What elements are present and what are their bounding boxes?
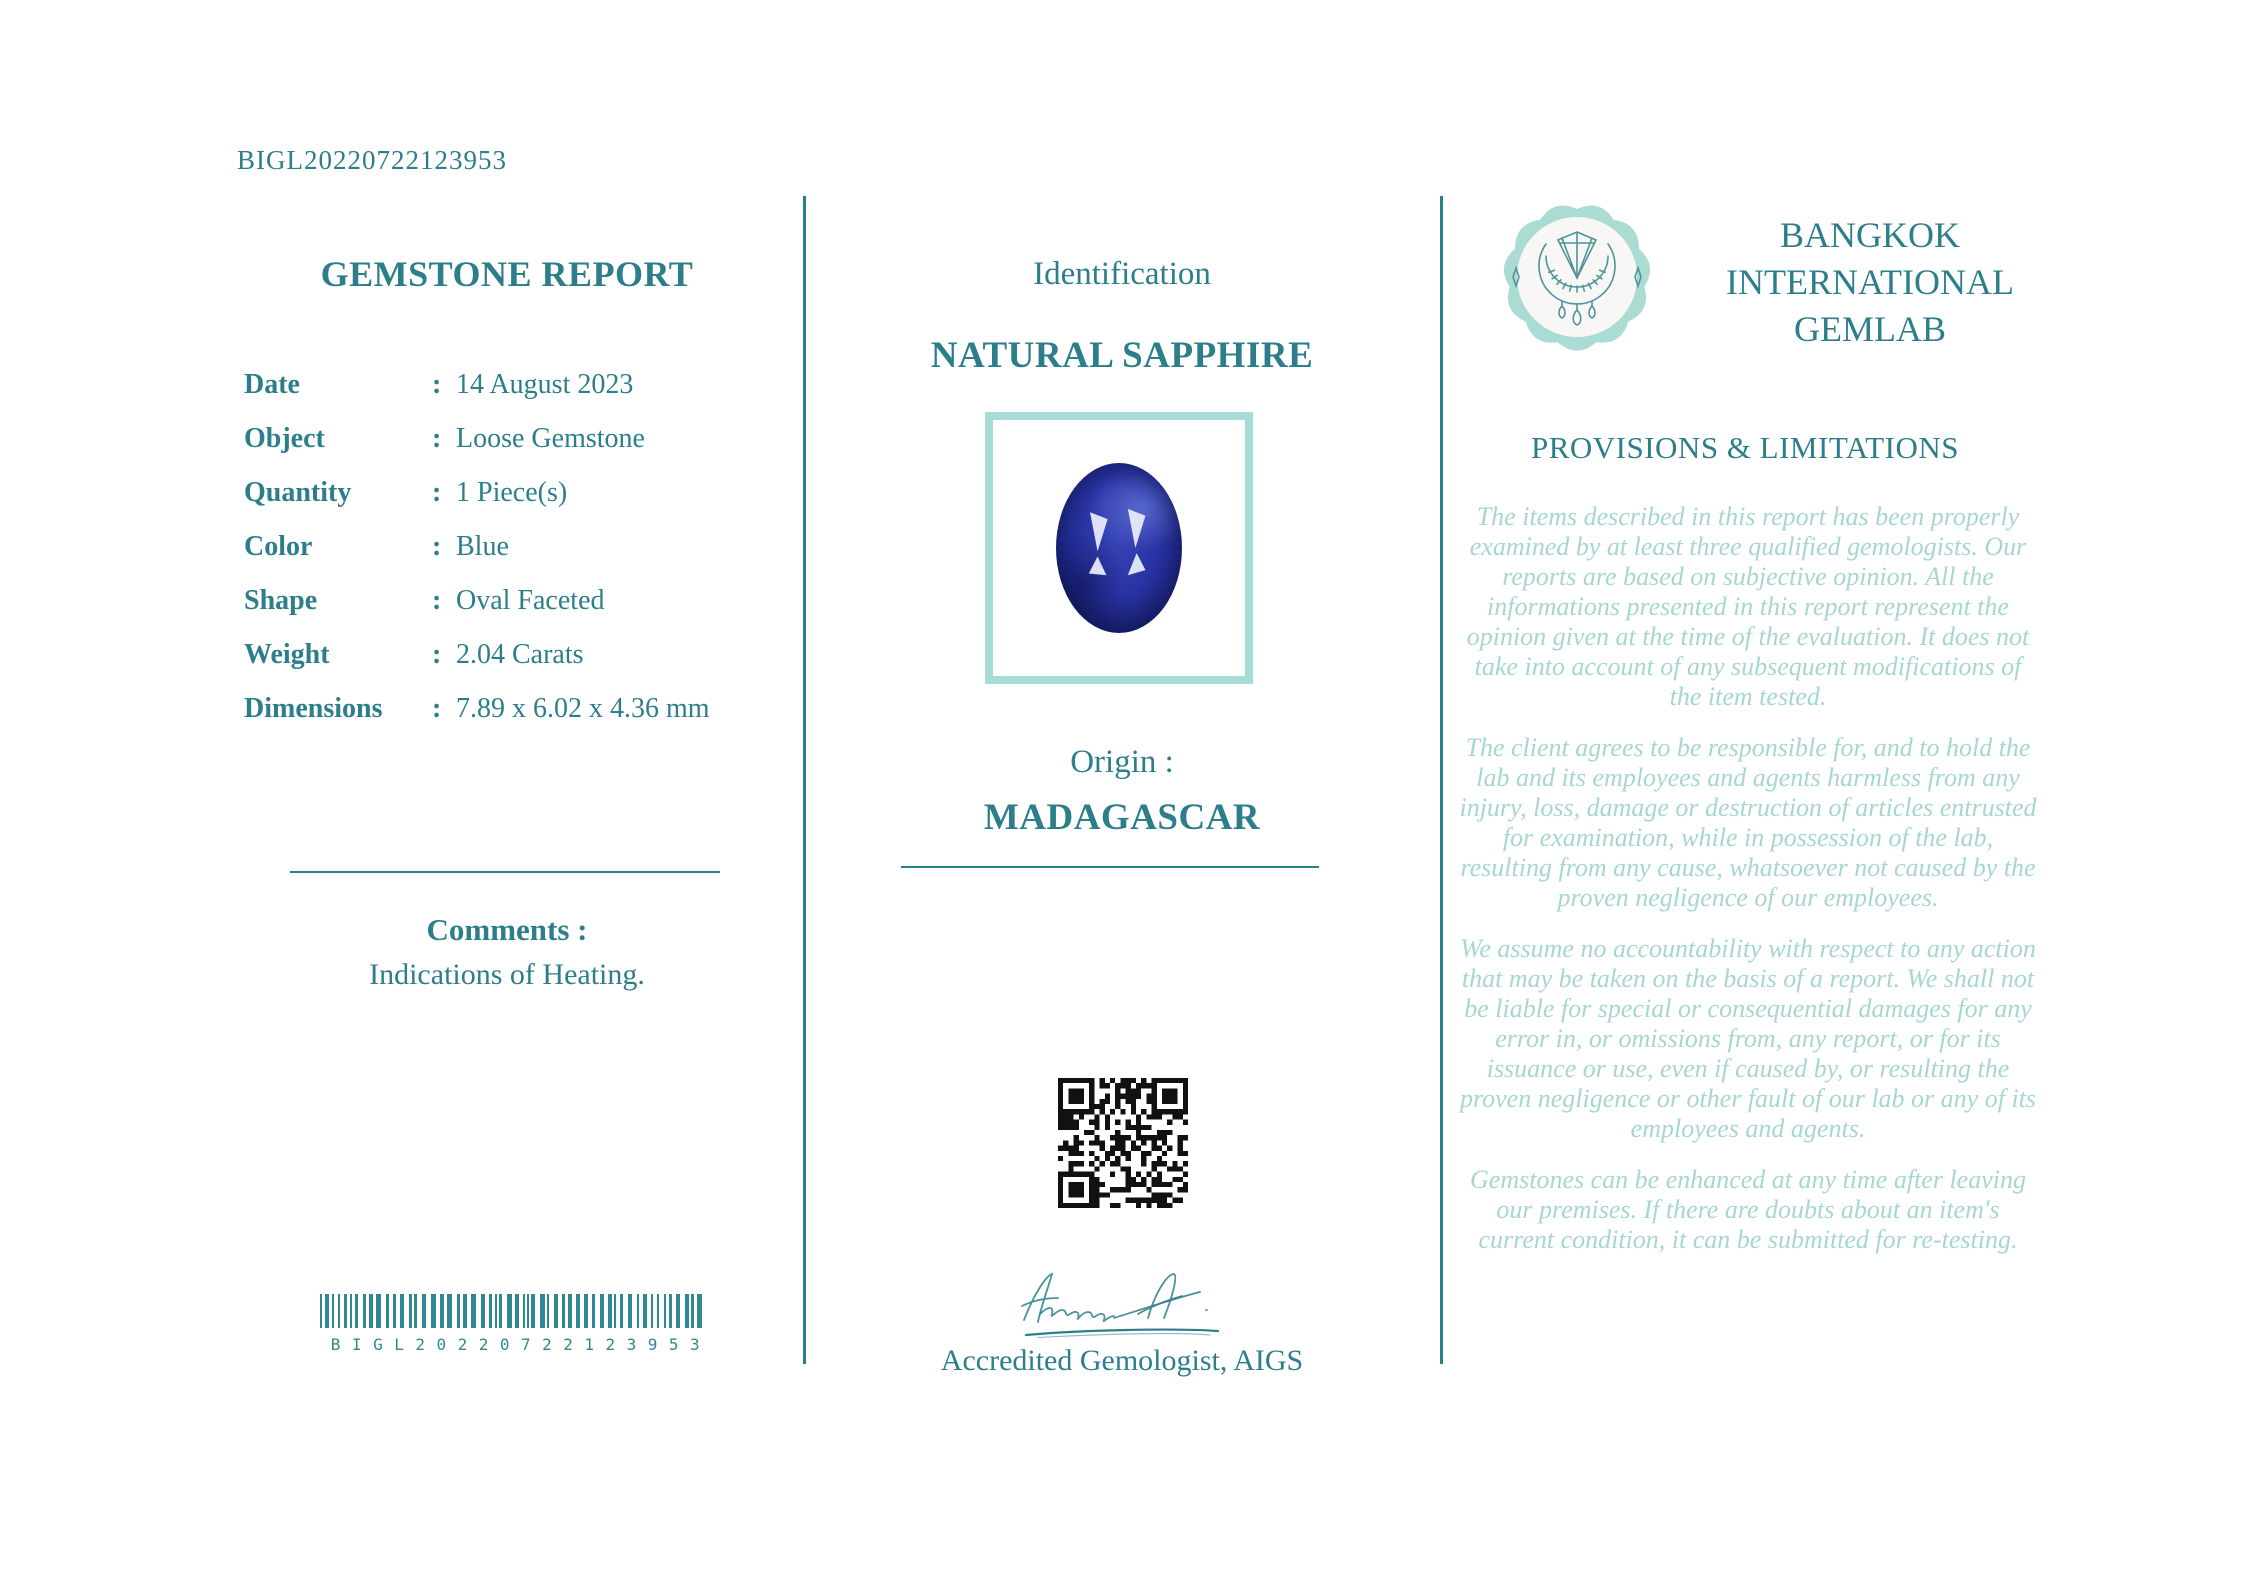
gem-identification: NATURAL SAPPHIRE [930, 335, 1314, 376]
detail-row-quantity [244, 466, 774, 520]
detail-colon: : [432, 369, 442, 400]
sapphire-photo [1056, 463, 1182, 633]
panel-divider-right [1440, 196, 1443, 1364]
lab-name-line: GEMLAB [1794, 309, 1946, 349]
detail-value: Oval Faceted [456, 585, 605, 616]
detail-label: Color [244, 531, 313, 562]
gemlab-logo-icon [1496, 196, 1658, 358]
detail-label: Object [244, 423, 325, 454]
detail-row-date [244, 358, 774, 412]
gem-photo-frame [985, 412, 1253, 684]
identification-heading: Identification [1033, 256, 1211, 292]
comments-text: Indications of Heating. [369, 958, 645, 991]
detail-colon: : [432, 477, 442, 508]
detail-value: Loose Gemstone [456, 423, 645, 454]
detail-row-object [244, 412, 774, 466]
provisions-paragraph: Gemstones can be enhanced at any time after leaving our premises. If there are doubts about an item's current condition, it can be submitted for re-testing. [1470, 1165, 2026, 1254]
detail-colon: : [432, 639, 442, 670]
detail-value: 1 Piece(s) [456, 477, 568, 508]
detail-label: Dimensions [244, 693, 383, 724]
barcode [320, 1294, 712, 1354]
detail-colon: : [432, 531, 442, 562]
provisions-heading: PROVISIONS & LIMITATIONS [1530, 430, 1960, 465]
left-divider-line [290, 871, 720, 873]
detail-row-dimensions [244, 682, 774, 736]
middle-divider-line [901, 866, 1319, 868]
provisions-paragraph: We assume no accountability with respect to any action that may be taken on the basis of a report. We shall not be liable for special or consequential damages for any error in, or omissions from, any report, or for its issuance or use, even if caused by, or resulting the proven negligence or other fault of our lab or any of its employees and agents. [1459, 934, 2037, 1143]
detail-label: Quantity [244, 477, 352, 508]
details-table [244, 358, 774, 736]
barcode-bars [320, 1294, 712, 1328]
lab-name [1694, 212, 2046, 353]
detail-colon: : [432, 693, 442, 724]
origin-value: MADAGASCAR [983, 797, 1261, 838]
detail-colon: : [432, 423, 442, 454]
barcode-text: BIGL20220722123953 [330, 1335, 712, 1354]
provisions-paragraph: The client agrees to be responsible for, and to hold the lab and its employees and agents harmless from any injury, loss, damage or destruction of articles entrusted for examination, while in possession of the lab, resulting from any cause, whatsoever not caused by the proven negligence of our employees. [1459, 733, 2037, 912]
detail-value: 14 August 2023 [456, 369, 634, 400]
provisions-text [1458, 502, 2038, 1276]
report-number: BIGL20220722123953 [237, 145, 507, 175]
detail-row-shape [244, 574, 774, 628]
origin-heading: Origin : [1070, 744, 1174, 780]
detail-row-weight [244, 628, 774, 682]
lab-name-line: BANGKOK [1780, 215, 1960, 255]
gemologist-caption: Accredited Gemologist, AIGS [940, 1344, 1304, 1377]
lab-name-line: INTERNATIONAL [1726, 262, 2014, 302]
gemologist-signature [1010, 1254, 1234, 1338]
detail-value: Blue [456, 531, 509, 562]
comments-heading: Comments : [426, 912, 588, 947]
detail-row-color [244, 520, 774, 574]
provisions-paragraph: The items described in this report has been properly examined by at least three qualified gemologists. Our reports are based on subjective opinion. All the informations presented in this report represent the opinion given at the time of the evaluation. It does not take into account of any subsequent modifications of the item tested. [1466, 502, 2030, 711]
detail-colon: : [432, 585, 442, 616]
panel-divider-left [803, 196, 806, 1364]
qr-code [1058, 1078, 1188, 1208]
detail-value: 7.89 x 6.02 x 4.36 mm [456, 693, 710, 724]
detail-label: Weight [244, 639, 330, 670]
report-title: GEMSTONE REPORT [320, 254, 694, 294]
gem-shading [1056, 463, 1182, 633]
detail-label: Date [244, 369, 300, 400]
detail-label: Shape [244, 585, 318, 616]
signature-underline [1022, 1327, 1222, 1339]
comments-section [237, 912, 777, 992]
detail-value: 2.04 Carats [456, 639, 584, 670]
